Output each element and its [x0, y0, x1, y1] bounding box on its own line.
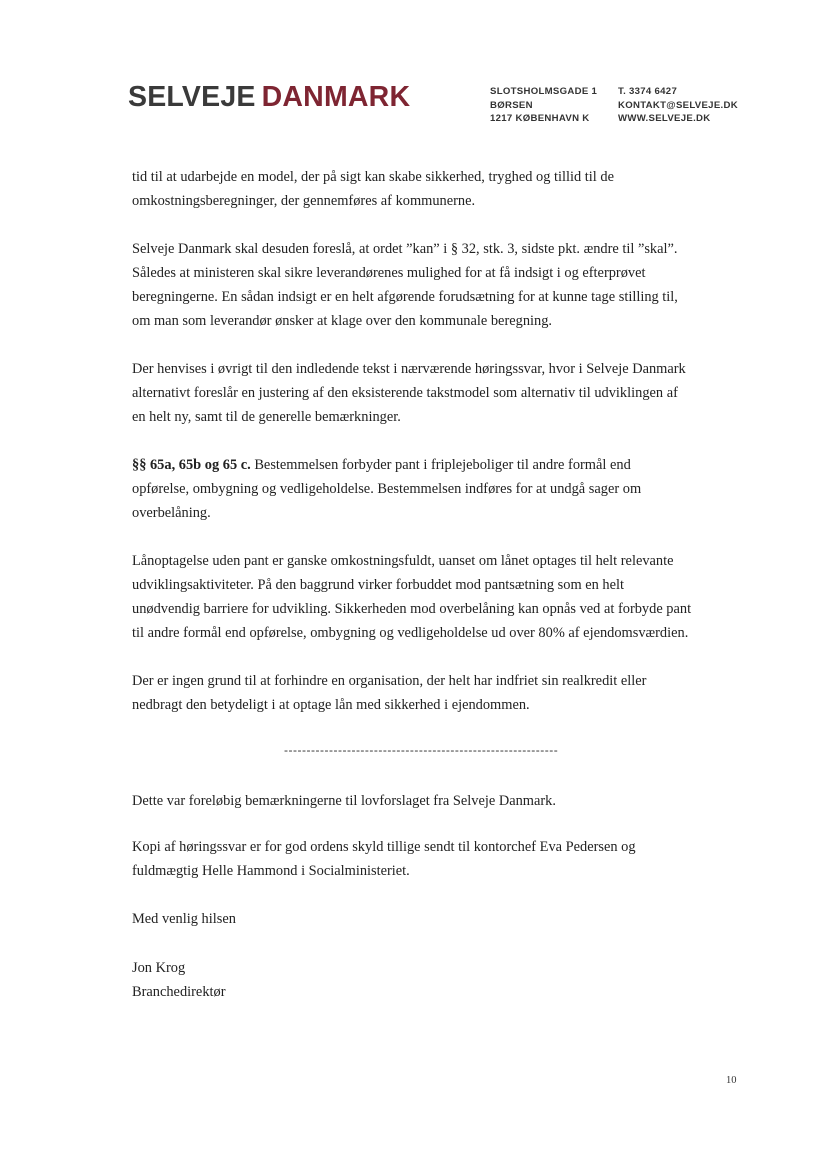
address-line: BØRSEN	[490, 99, 533, 111]
company-logo	[128, 80, 410, 114]
paragraph-continuation	[132, 165, 752, 213]
text-line: om man som leverandør ønsker at klage over den kommunale beregning.	[132, 313, 552, 329]
text-line: Selveje Danmark skal desuden foreslå, at ordet ”kan” i § 32, stk. 3, sidste pkt. ændre til ”skal”.	[132, 241, 678, 257]
signer-name: Jon Krog	[132, 960, 186, 976]
text-line: beregningerne. En sådan indsigt er en helt afgørende forudsætning for at kunne tage stilling til,	[132, 289, 678, 305]
text-line: nedbragt den betydeligt i at optage lån med sikkerhed i ejendommen.	[132, 697, 530, 713]
paragraph-copy-note	[132, 835, 752, 883]
logo-text-danmark: DANMARK	[261, 81, 411, 113]
paragraph-conclusion	[132, 789, 752, 813]
text-line: overbelåning.	[132, 505, 211, 521]
signer-title: Branchedirektør	[132, 984, 226, 1000]
signature-block	[132, 956, 752, 1004]
text-line: udviklingsaktiviteter. På den baggrund virker forbuddet mod pantsætning som en helt	[132, 577, 625, 593]
text-line: Dette var foreløbig bemærkningerne til lovforslaget fra Selveje Danmark.	[132, 793, 556, 809]
text-line: opførelse, ombygning og vedligeholdelse. Bestemmelsen indføres for at undgå sager om	[132, 481, 642, 497]
text-line: alternativt foreslår en justering af den eksisterende takstmodel som alternativ til udviklingen af	[132, 385, 678, 401]
text-line: til andre formål end opførelse, ombygning og vedligeholdelse ud over 80% af ejendomsværdien.	[132, 625, 689, 641]
closing-greeting	[132, 907, 752, 931]
text-line: Der er ingen grund til at forhindre en organisation, der helt har indfriet sin realkredit eller	[132, 673, 647, 689]
text-line: en helt ny, samt til de generelle bemærkninger.	[132, 409, 401, 425]
dashed-divider: -------------------------------------------------------------	[284, 743, 559, 757]
logo-text-selveje: SELVEJE	[128, 81, 256, 113]
website-address: WWW.SELVEJE.DK	[618, 113, 711, 124]
paragraph-section-65	[132, 453, 752, 525]
email-address: KONTAKT@SELVEJE.DK	[618, 99, 738, 111]
text-line: Med venlig hilsen	[132, 911, 236, 927]
text-fragment: Bestemmelsen forbyder pant i friplejeboliger til andre formål end	[250, 457, 631, 473]
address-line: SLOTSHOLMSGADE 1	[490, 86, 598, 97]
text-line: Således at ministeren skal sikre leverandørenes mulighed for at få indsigt i og efterprøvet	[132, 265, 646, 281]
paragraph-no-reason	[132, 669, 752, 717]
text-line: unødvendig barriere for udvikling. Sikkerheden mod overbelåning kan opnås ved at forbyde pant	[132, 601, 692, 617]
text-line: fuldmægtig Helle Hammond i Socialministeriet.	[132, 863, 410, 879]
section-heading: §§ 65a, 65b og 65 c.	[132, 457, 251, 473]
text-line: omkostningsberegninger, der gennemføres af kommunerne.	[132, 193, 476, 209]
address-line: 1217 KØBENHAVN K	[490, 113, 590, 124]
phone-number: T. 3374 6427	[618, 86, 678, 97]
text-line: Lånoptagelse uden pant er ganske omkostningsfuldt, uanset om lånet optages til helt relevante	[132, 553, 674, 569]
page-number: 10	[726, 1075, 737, 1086]
text-line: Der henvises i øvrigt til den indledende tekst i nærværende høringssvar, hvor i Selveje Danmark	[132, 361, 686, 377]
paragraph-kan-skal	[132, 237, 752, 333]
text-line: Kopi af høringssvar er for god ordens skyld tillige sendt til kontorchef Eva Pedersen og	[132, 839, 636, 855]
text-line	[132, 453, 752, 477]
text-line: tid til at udarbejde en model, der på sigt kan skabe sikkerhed, tryghed og tillid til de	[132, 169, 614, 185]
paragraph-reference	[132, 357, 752, 429]
paragraph-loan	[132, 549, 752, 645]
address-block	[490, 85, 597, 126]
contact-block	[618, 85, 738, 126]
